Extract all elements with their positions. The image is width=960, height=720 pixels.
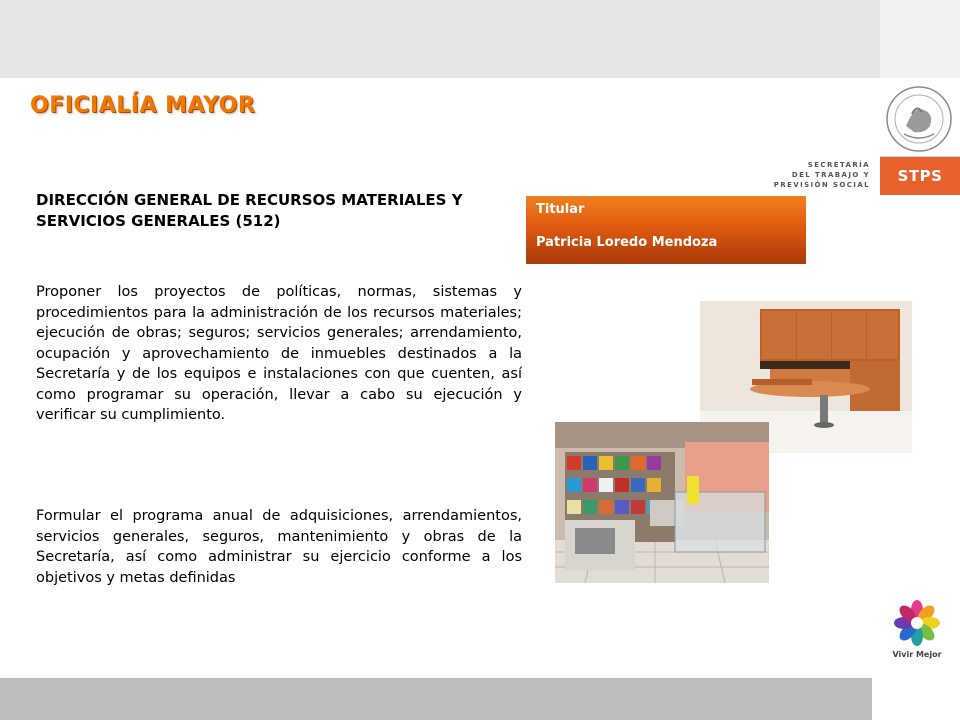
secretaria-line: DEL TRABAJO Y: [791, 171, 870, 179]
bottom-band: [0, 678, 872, 720]
right-top-band: [880, 0, 960, 78]
paragraph-2: Formular el programa anual de adquisiciones, arrendamientos, servicios generales, seguros, mantenimiento y obras de la Secretaría, así como administrar su ejercicio conforme a los objetivos y metas definidas: [36, 508, 522, 586]
vivir-mejor-logo-icon: [892, 598, 942, 648]
top-band: [0, 0, 880, 78]
section-subtitle: DIRECCIÓN GENERAL DE RECURSOS MATERIALES Y SERVICIOS GENERALES (512): [36, 191, 463, 230]
paragraph-1: Proponer los proyectos de políticas, normas, sistemas y procedimientos para la administración de los recursos materiales; ejecución de obras; seguros; servicios generales; arrendamiento, ocupación y aprovechamiento de inmuebles destinados a la Secretaría y de los equipos e instalaciones con que cuenten, así como programar su operación, llevar a cabo su ejecución y verificar su cumplimiento.: [36, 284, 522, 423]
page-title: OFICIALÍA MAYOR: [30, 93, 256, 118]
titular-label: Titular: [536, 202, 585, 217]
vivir-mejor-label: Vivir Mejor: [892, 650, 942, 659]
secretaria-label: [770, 160, 870, 190]
secretaria-line: PREVISIÓN SOCIAL: [773, 181, 870, 189]
titular-name: Patricia Loredo Mendoza: [536, 235, 718, 250]
warehouse-store-photo: [555, 422, 769, 583]
secretaria-line: SECRETARÍA: [807, 161, 870, 169]
titular-box: [526, 196, 806, 264]
stps-logo: STPS: [880, 157, 960, 195]
mexico-seal-icon: [884, 84, 954, 154]
